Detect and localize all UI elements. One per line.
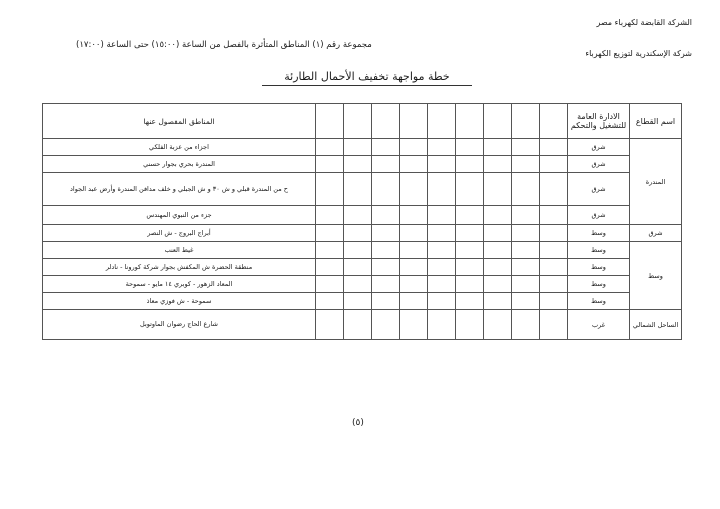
blank-cell — [316, 242, 344, 259]
table-row — [43, 259, 682, 276]
blank-cell — [344, 259, 372, 276]
blank-cell — [484, 156, 512, 173]
blank-cell — [316, 225, 344, 242]
blank-cell — [512, 293, 540, 310]
blank-column-header — [372, 104, 400, 139]
table-row — [43, 293, 682, 310]
page-number: (٥) — [352, 418, 364, 428]
blank-cell — [540, 173, 568, 206]
table-header-row — [43, 104, 682, 139]
blank-cell — [540, 156, 568, 173]
blank-cell — [456, 293, 484, 310]
blank-cell — [456, 259, 484, 276]
blank-column-header — [400, 104, 428, 139]
blank-cell — [456, 225, 484, 242]
blank-cell — [372, 310, 400, 340]
blank-cell — [428, 259, 456, 276]
blank-column-header — [456, 104, 484, 139]
blank-cell — [540, 310, 568, 340]
blank-cell — [372, 276, 400, 293]
table-row — [43, 206, 682, 225]
table-row — [43, 225, 682, 242]
blank-cell — [540, 259, 568, 276]
blank-cell — [344, 310, 372, 340]
management-cell: وسط — [568, 259, 630, 276]
table-row — [43, 156, 682, 173]
blank-cell — [344, 242, 372, 259]
document-title: خطة مواجهة تخفيف الأحمال الطارئة — [262, 70, 472, 86]
blank-cell — [344, 139, 372, 156]
blank-cell — [344, 293, 372, 310]
blank-cell — [484, 225, 512, 242]
blank-cell — [400, 225, 428, 242]
blank-cell — [372, 242, 400, 259]
blank-cell — [372, 173, 400, 206]
sector-cell: الساحل الشمالي — [630, 310, 682, 340]
blank-cell — [456, 206, 484, 225]
management-cell: وسط — [568, 293, 630, 310]
area-cell: سموحة - ش فوزي معاذ — [43, 293, 316, 310]
management-cell: وسط — [568, 242, 630, 259]
blank-cell — [316, 139, 344, 156]
blank-cell — [316, 310, 344, 340]
blank-cell — [428, 310, 456, 340]
blank-cell — [428, 276, 456, 293]
blank-cell — [344, 225, 372, 242]
blank-column-header — [484, 104, 512, 139]
blank-cell — [400, 293, 428, 310]
blank-cell — [512, 139, 540, 156]
blank-cell — [316, 206, 344, 225]
blank-cell — [428, 139, 456, 156]
blank-cell — [456, 173, 484, 206]
sector-cell: شرق — [630, 225, 682, 242]
table-row — [43, 139, 682, 156]
blank-cell — [456, 276, 484, 293]
blank-cell — [372, 259, 400, 276]
blank-column-header — [428, 104, 456, 139]
blank-cell — [372, 206, 400, 225]
blank-cell — [400, 139, 428, 156]
blank-column-header — [512, 104, 540, 139]
blank-cell — [344, 173, 372, 206]
management-cell: وسط — [568, 225, 630, 242]
management-column-header: الادارة العامة للتشغيل والتحكم — [568, 104, 630, 139]
blank-cell — [512, 259, 540, 276]
blank-cell — [456, 310, 484, 340]
management-cell: وسط — [568, 276, 630, 293]
blank-cell — [428, 242, 456, 259]
blank-cell — [372, 139, 400, 156]
management-cell: شرق — [568, 206, 630, 225]
blank-cell — [344, 276, 372, 293]
area-cell: جزء من النبوي المهندس — [43, 206, 316, 225]
blank-cell — [456, 156, 484, 173]
blank-cell — [484, 242, 512, 259]
blank-cell — [400, 259, 428, 276]
area-cell: شارع الحاج رضوان الماوتوبل — [43, 310, 316, 340]
blank-cell — [484, 206, 512, 225]
blank-cell — [400, 156, 428, 173]
blank-cell — [316, 173, 344, 206]
blank-cell — [484, 276, 512, 293]
blank-cell — [344, 156, 372, 173]
blank-column-header — [344, 104, 372, 139]
table-row — [43, 173, 682, 206]
blank-cell — [428, 156, 456, 173]
management-cell: شرق — [568, 173, 630, 206]
areas-column-header: المناطق المفصول عنها — [43, 104, 316, 139]
holding-company-name: الشركة القابضة لكهرباء مصر — [596, 18, 692, 27]
area-cell: غيط العنب — [43, 242, 316, 259]
blank-cell — [540, 139, 568, 156]
area-cell: المعاد الزهور - كوبري ١٤ مايو - سموحة — [43, 276, 316, 293]
area-cell: المندرة بحري بجوار حسني — [43, 156, 316, 173]
blank-cell — [540, 242, 568, 259]
blank-cell — [512, 225, 540, 242]
blank-cell — [512, 206, 540, 225]
area-cell: منطقة الحضرة ش المكفش بجوار شركة كورونا - نادلر — [43, 259, 316, 276]
blank-cell — [372, 156, 400, 173]
area-cell: ح من المندرة قبلي و ش ٣٠ و ش الجبلي و خلف مدافن المندرة وأرض عبد الجواد — [43, 173, 316, 206]
blank-cell — [316, 259, 344, 276]
load-shedding-table — [42, 103, 682, 340]
blank-cell — [512, 242, 540, 259]
blank-cell — [400, 206, 428, 225]
table-row — [43, 242, 682, 259]
blank-cell — [400, 173, 428, 206]
blank-cell — [428, 173, 456, 206]
blank-cell — [428, 206, 456, 225]
table-row — [43, 310, 682, 340]
blank-cell — [400, 310, 428, 340]
blank-cell — [372, 225, 400, 242]
blank-cell — [428, 293, 456, 310]
management-cell: شرق — [568, 156, 630, 173]
blank-cell — [316, 276, 344, 293]
blank-cell — [344, 206, 372, 225]
blank-cell — [400, 276, 428, 293]
blank-cell — [316, 293, 344, 310]
blank-cell — [428, 225, 456, 242]
table-row — [43, 276, 682, 293]
blank-cell — [484, 310, 512, 340]
group-schedule-line: مجموعة رقم (١) المناطق المتأثرة بالفصل من الساعة (١٥:٠٠) حتى الساعة (١٧:٠٠) — [76, 40, 372, 50]
blank-cell — [512, 156, 540, 173]
blank-cell — [512, 310, 540, 340]
blank-cell — [372, 293, 400, 310]
blank-cell — [484, 173, 512, 206]
distribution-company-name: شركة الإسكندرية لتوزيع الكهرباء — [585, 49, 692, 58]
blank-cell — [316, 156, 344, 173]
blank-cell — [400, 242, 428, 259]
blank-column-header — [540, 104, 568, 139]
sector-cell: وسط — [630, 242, 682, 310]
area-cell: أبراج البروج - ش النصر — [43, 225, 316, 242]
management-cell: غرب — [568, 310, 630, 340]
blank-cell — [484, 259, 512, 276]
sector-cell: المندرة — [630, 139, 682, 225]
blank-cell — [540, 276, 568, 293]
management-cell: شرق — [568, 139, 630, 156]
blank-cell — [540, 225, 568, 242]
blank-cell — [456, 139, 484, 156]
blank-column-header — [316, 104, 344, 139]
blank-cell — [456, 242, 484, 259]
blank-cell — [540, 293, 568, 310]
area-cell: اجزاء من عزبة الفلكي — [43, 139, 316, 156]
blank-cell — [512, 276, 540, 293]
blank-cell — [484, 139, 512, 156]
sector-column-header: اسم القطاع — [630, 104, 682, 139]
blank-cell — [512, 173, 540, 206]
blank-cell — [540, 206, 568, 225]
blank-cell — [484, 293, 512, 310]
